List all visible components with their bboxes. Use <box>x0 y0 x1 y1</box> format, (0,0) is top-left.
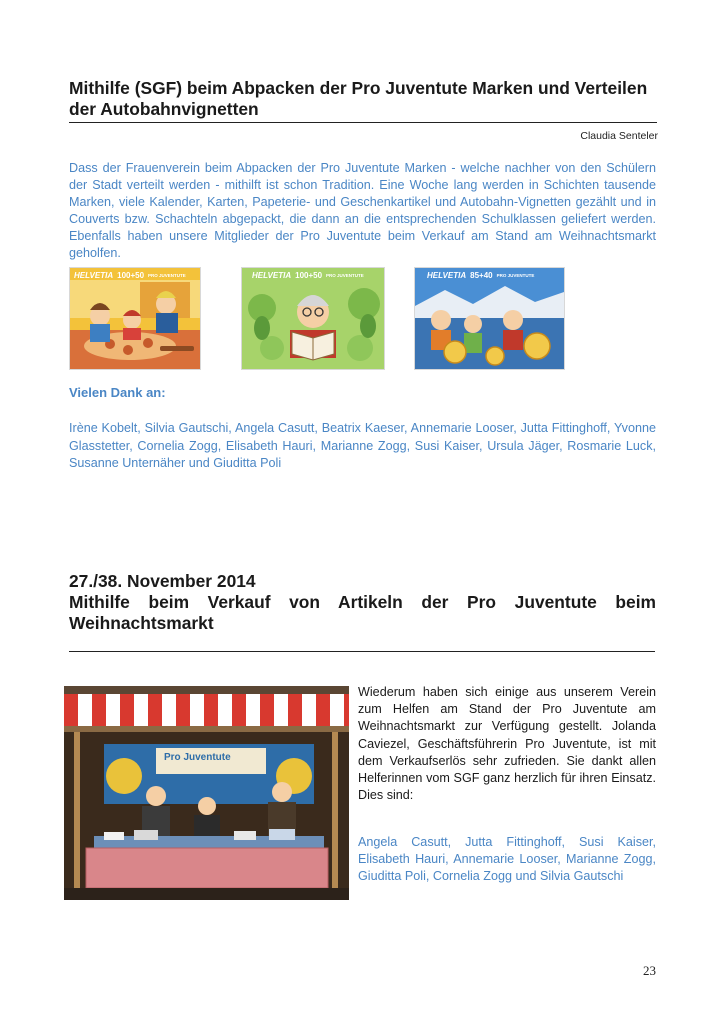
intro-paragraph: Dass der Frauenverein beim Abpacken der Pro Juventute Marken - welche nachher von den Schülern der Stadt verteilt werden - mithilft ist schon Tradition. Eine Woche lang werden in Schichten tausende Marken, viele Kalender, Karten, Papeterie- und Geschenkartikel und Autobahn-Vignetten gezählt und in Couverts bzw. Schachteln abgepackt, die dann an die entsprechenden Schulklassen geliefert werden. Ebenfalls haben unsere Mitglieder der Pro Juventute beim Verkauf am Stand am Weihnachtsmarkt geholfen. <box>69 161 656 260</box>
helper-names: Angela Casutt, Jutta Fittinghoff, Susi Kaiser, Elisabeth Hauri, Annemarie Looser, Marianne Zogg, Giuditta Poli, Cornelia Zogg und Silvia Gautschi <box>358 835 656 884</box>
section1-title: Mithilfe (SGF) beim Abpacken der Pro Juventute Marken und Verteilen der Autobahnvignetten <box>69 78 648 119</box>
striped-awning <box>64 694 349 726</box>
stamp-value: 85+40 <box>470 270 493 280</box>
stamp-brand: PRO JUVENTUTE <box>326 272 364 278</box>
thanks-names: Irène Kobelt, Silvia Gautschi, Angela Casutt, Beatrix Kaeser, Annemarie Looser, Jutta Fittinghoff, Yvonne Glasstetter, Cornelia Zogg, Elisabeth Hauri, Marianne Zogg, Susi Kaiser, Ursula Jäger, Rosmarie Luck, Susanne Unternäher und Giuditta Poli <box>69 421 656 470</box>
stamp-illustration-reader <box>242 268 384 369</box>
stamp-brand: PRO JUVENTUTE <box>496 272 535 278</box>
stamp-image-1 <box>69 267 201 370</box>
section2-title: Mithilfe beim Verkauf von Artikeln der Pro Juventute beim Weihnachtsmarkt <box>69 592 656 633</box>
stamp-brand: PRO JUVENTUTE <box>148 272 186 278</box>
section2-paragraph: Wiederum haben sich einige aus unserem Verein zum Helfen am Stand der Pro Juventute am Weihnachtsmarkt zur Verfügung gestellt. Jolanda Caviezel, Geschäftsführerin Pro Juventute, ist mit dem Verkaufserlös sehr zufrieden. Sie dankt allen Helferinnen vom SGF ganz herzlich für ihren Einsatz. Dies sind: <box>358 685 656 803</box>
stamp-country: HELVETIA <box>427 270 467 280</box>
stamp-illustration-kitchen <box>70 268 200 369</box>
stall-illustration <box>64 686 349 900</box>
stamp-value: 100+50 <box>117 270 145 280</box>
stamp-country: HELVETIA <box>74 270 114 280</box>
page-number: 23 <box>643 963 656 978</box>
author-name: Claudia Senteler <box>580 130 658 142</box>
title-underline <box>69 122 657 123</box>
stall-banner-text: Pro Juventute <box>164 752 231 763</box>
stamp-image-3 <box>414 267 565 370</box>
section2-underline <box>69 651 655 652</box>
stamp-value: 100+50 <box>295 270 323 280</box>
stamp-illustration-lanterns <box>415 268 564 369</box>
thanks-heading: Vielen Dank an: <box>69 385 166 400</box>
section2-date: 27./38. November 2014 <box>69 571 256 591</box>
stamp-country: HELVETIA <box>252 270 292 280</box>
market-stall-photo <box>64 686 349 900</box>
stamp-image-2 <box>241 267 385 370</box>
